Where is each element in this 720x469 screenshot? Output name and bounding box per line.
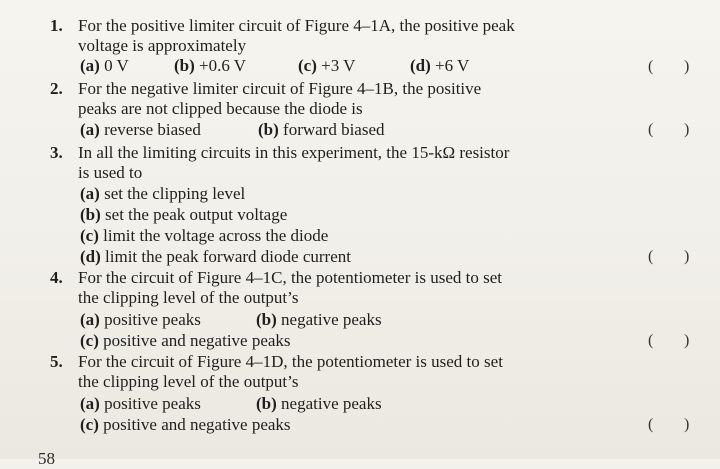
question-number: 4.	[50, 268, 63, 287]
question-text-line: For the negative limiter circuit of Figure 4–1B, the positive	[78, 79, 482, 98]
choice-text: forward biased	[283, 120, 385, 139]
choice-label: (c)	[298, 56, 317, 75]
answer-paren-close: )	[684, 248, 690, 265]
choice-label: (a)	[80, 56, 100, 75]
answer-paren-open: (	[648, 416, 654, 433]
question-5	[50, 352, 670, 434]
choice-text: negative peaks	[281, 310, 382, 329]
choice-b	[174, 56, 246, 76]
choice-b	[256, 310, 382, 330]
question-number: 3.	[50, 143, 63, 162]
question-text-line: For the circuit of Figure 4–1C, the potentiometer is used to set	[78, 268, 502, 287]
choice-label: (b)	[174, 56, 195, 75]
choice-label: (b)	[256, 310, 277, 329]
question-text-line: the clipping level of the output’s	[78, 372, 299, 391]
choice-text: positive peaks	[104, 394, 201, 413]
choice-text: +6 V	[435, 56, 470, 75]
question-text-line: the clipping level of the output’s	[78, 288, 299, 307]
choice-text: negative peaks	[281, 394, 382, 413]
answer-blank-1[interactable]	[648, 57, 692, 77]
question-text-line: For the positive limiter circuit of Figure 4–1A, the positive peak	[78, 16, 515, 35]
choice-d	[80, 247, 351, 267]
choice-text: limit the peak forward diode current	[105, 247, 351, 266]
choice-b	[80, 205, 287, 225]
question-text-line: is used to	[78, 163, 143, 182]
question-3	[50, 143, 670, 267]
choice-a	[80, 310, 201, 330]
choice-text: set the peak output voltage	[105, 205, 288, 224]
choice-text: limit the voltage across the diode	[103, 226, 329, 245]
question-number: 5.	[50, 352, 63, 371]
choice-label: (a)	[80, 310, 100, 329]
choice-label: (d)	[80, 247, 101, 266]
choice-label: (a)	[80, 184, 100, 203]
question-text-line: For the circuit of Figure 4–1D, the potentiometer is used to set	[78, 352, 503, 371]
question-1	[50, 16, 670, 78]
answer-paren-open: (	[648, 121, 654, 138]
choice-label: (d)	[410, 56, 431, 75]
choice-d	[410, 56, 469, 76]
choice-label: (c)	[80, 226, 99, 245]
choice-label: (a)	[80, 120, 100, 139]
choice-label: (b)	[258, 120, 279, 139]
question-4	[50, 268, 670, 350]
answer-blank-5[interactable]	[648, 415, 692, 435]
choice-text: set the clipping level	[104, 184, 246, 203]
choice-c	[80, 226, 328, 246]
answer-paren-close: )	[684, 332, 690, 349]
choice-c	[80, 415, 291, 435]
answer-paren-close: )	[684, 416, 690, 433]
answer-paren-close: )	[684, 121, 690, 138]
choice-text: positive peaks	[104, 310, 201, 329]
answer-paren-open: (	[648, 332, 654, 349]
choice-label: (a)	[80, 394, 100, 413]
choice-text: 0 V	[104, 56, 129, 75]
choice-a	[80, 394, 201, 414]
choice-text: reverse biased	[104, 120, 201, 139]
question-text-line: peaks are not clipped because the diode is	[78, 99, 363, 118]
answer-blank-4[interactable]	[648, 331, 692, 351]
answer-paren-close: )	[684, 58, 690, 75]
answer-blank-2[interactable]	[648, 120, 692, 140]
choice-label: (c)	[80, 331, 99, 350]
choice-label: (c)	[80, 415, 99, 434]
choice-a	[80, 184, 245, 204]
choice-text: positive and negative peaks	[103, 331, 291, 350]
page-number: 58	[38, 449, 55, 468]
choice-label: (b)	[80, 205, 101, 224]
choice-c	[80, 331, 291, 351]
choice-c	[298, 56, 355, 76]
choice-text: +3 V	[321, 56, 356, 75]
choice-text: positive and negative peaks	[103, 415, 291, 434]
choice-a	[80, 56, 129, 76]
answer-paren-open: (	[648, 58, 654, 75]
question-number: 1.	[50, 16, 63, 35]
choice-b	[258, 120, 385, 140]
choice-text: +0.6 V	[199, 56, 247, 75]
choice-label: (b)	[256, 394, 277, 413]
question-number: 2.	[50, 79, 63, 98]
question-text-line: voltage is approximately	[78, 36, 247, 55]
choice-b	[256, 394, 382, 414]
question-2	[50, 79, 670, 141]
choice-a	[80, 120, 201, 140]
question-text-line: In all the limiting circuits in this experiment, the 15-kΩ resistor	[78, 143, 510, 162]
answer-paren-open: (	[648, 248, 654, 265]
answer-blank-3[interactable]	[648, 247, 692, 267]
